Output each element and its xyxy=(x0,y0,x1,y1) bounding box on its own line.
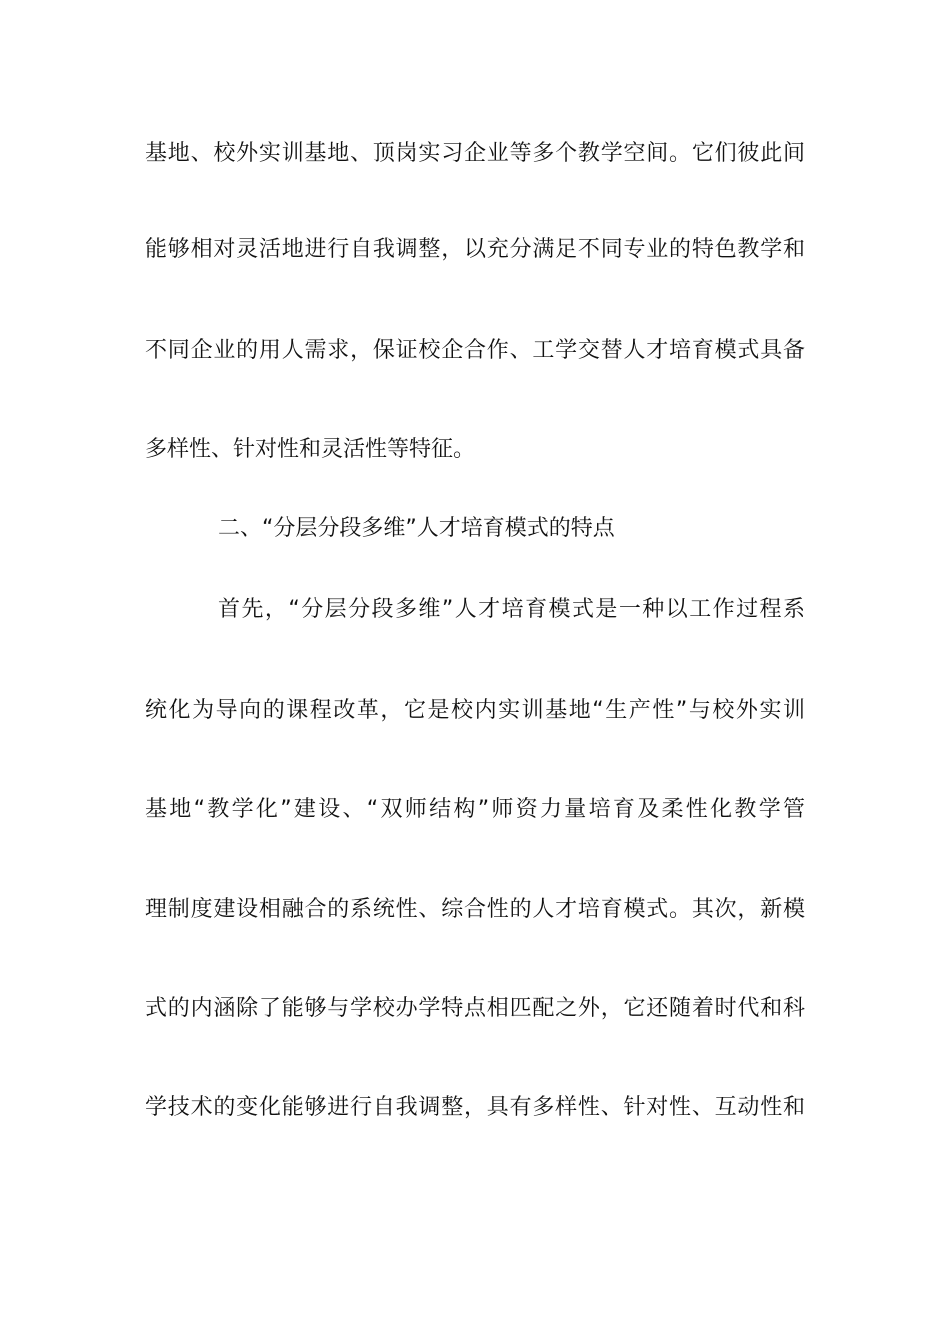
paragraph-line-1: 基地、校外实训基地、顶岗实习企业等多个教学空间。它们彼此间 xyxy=(145,141,805,166)
paragraph-line-2: 能够相对灵活地进行自我调整，以充分满足不同专业的特色教学和 xyxy=(145,237,805,262)
paragraph-line-6: 统化为导向的课程改革，它是校内实训基地“生产性”与校外实训 xyxy=(145,698,805,723)
paragraph-line-4: 多样性、针对性和灵活性等特征。 xyxy=(145,437,476,462)
paragraph-line-9: 式的内涵除了能够与学校办学特点相匹配之外，它还随着时代和科 xyxy=(145,996,805,1021)
section-heading: 二、“分层分段多维”人才培育模式的特点 xyxy=(218,516,615,541)
paragraph-line-7: 基地“教学化”建设、“双师结构”师资力量培育及柔性化教学管 xyxy=(145,797,805,822)
paragraph-line-5: 首先，“分层分段多维”人才培育模式是一种以工作过程系 xyxy=(218,597,805,622)
paragraph-line-8: 理制度建设相融合的系统性、综合性的人才培育模式。其次，新模 xyxy=(145,897,805,922)
paragraph-line-3: 不同企业的用人需求，保证校企合作、工学交替人才培育模式具备 xyxy=(145,338,805,363)
paragraph-line-10: 学技术的变化能够进行自我调整，具有多样性、针对性、互动性和 xyxy=(145,1095,805,1120)
